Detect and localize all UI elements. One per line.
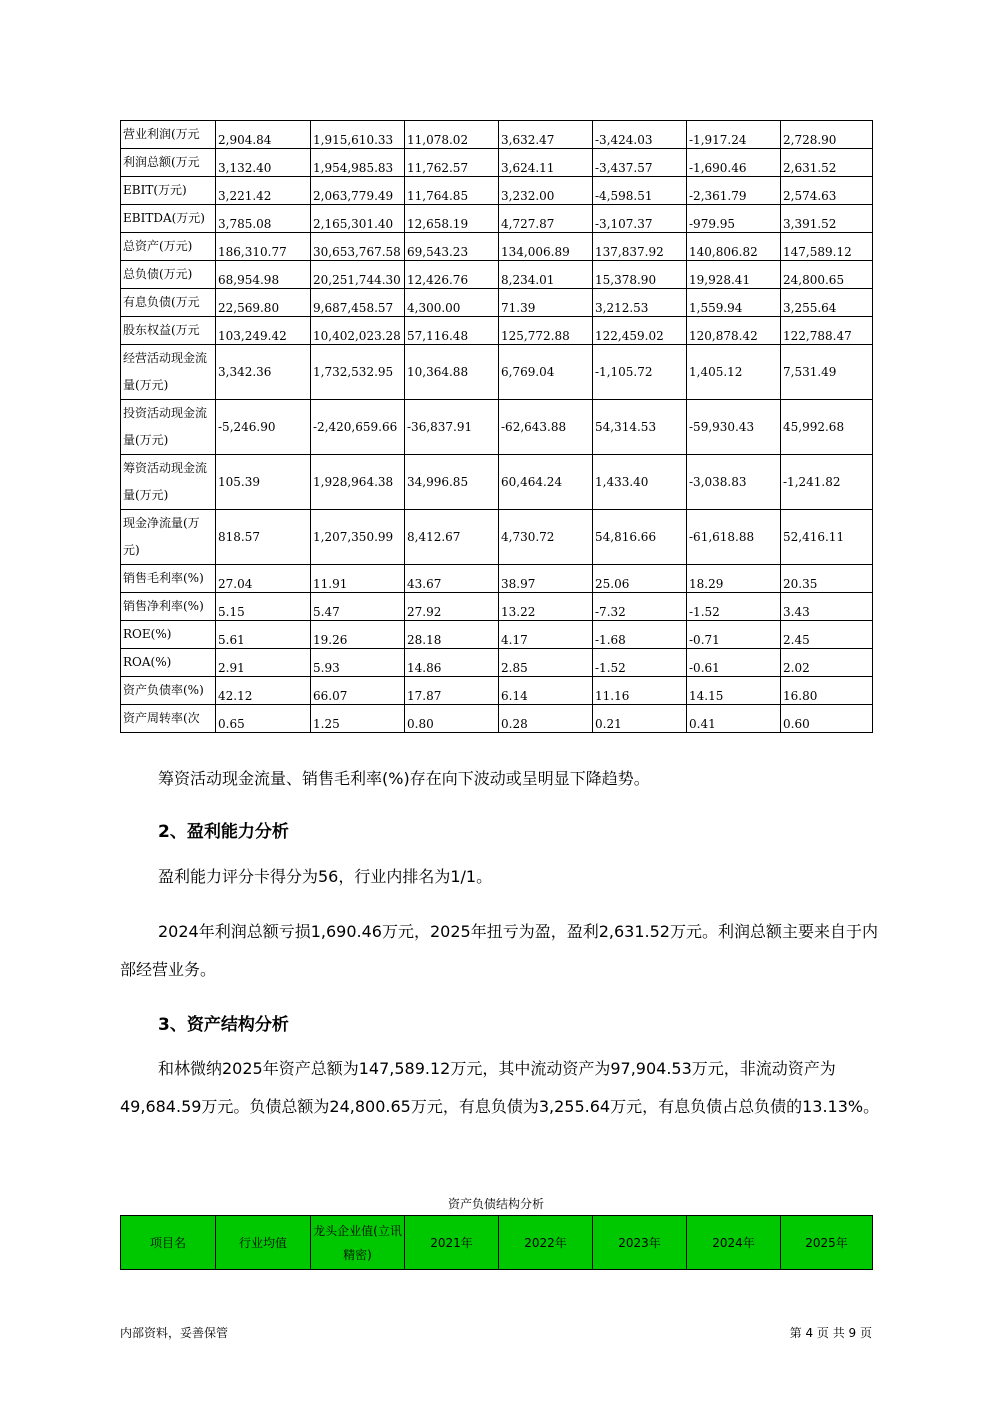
table-cell: -1.52	[593, 649, 687, 677]
table-cell: 137,837.92	[593, 233, 687, 261]
table-cell: 3,342.36	[216, 345, 311, 400]
row-label: 营业利润(万元	[121, 121, 216, 149]
footer-confidential: 内部资料，妥善保管	[120, 1326, 229, 1340]
table-cell: 3,785.08	[216, 205, 311, 233]
table-row	[121, 677, 873, 705]
table-cell: 103,249.42	[216, 317, 311, 345]
table-cell: 4.17	[499, 621, 593, 649]
row-label: 总负债(万元)	[121, 261, 216, 289]
table-cell: 27.92	[405, 593, 499, 621]
table-cell: 3,391.52	[781, 205, 873, 233]
table-cell: 186,310.77	[216, 233, 311, 261]
table-cell: 30,653,767.58	[311, 233, 405, 261]
footer-page-number: 第 4 页 共 9 页	[789, 1326, 872, 1340]
table-cell: 1,207,350.99	[311, 510, 405, 565]
table-cell: 16.80	[781, 677, 873, 705]
table-cell: 2.91	[216, 649, 311, 677]
table-cell: 60,464.24	[499, 455, 593, 510]
table-cell: 19.26	[311, 621, 405, 649]
table-row	[121, 705, 873, 733]
table-cell: 7,531.49	[781, 345, 873, 400]
table-row	[121, 205, 873, 233]
table-cell: 1,954,985.83	[311, 149, 405, 177]
table-row	[121, 455, 873, 510]
table-cell: 69,543.23	[405, 233, 499, 261]
table-cell: 52,416.11	[781, 510, 873, 565]
table-cell: 9,687,458.57	[311, 289, 405, 317]
table-cell: -3,038.83	[687, 455, 781, 510]
asset-structure-paragraph: 和林微纳2025年资产总额为147,589.12万元，其中流动资产为97,904.53万元，非流动资产为49,684.59万元。负债总额为24,800.65万元，有息负债为3,255.64万元，有息负债占总负债的13.13%。	[120, 1059, 880, 1116]
table-cell: 13.22	[499, 593, 593, 621]
header-cell: 龙头企业值(立讯精密)	[311, 1216, 405, 1270]
row-label: 资产负债率(%)	[121, 677, 216, 705]
header-cell: 2023年	[593, 1216, 687, 1270]
table-cell: 8,234.01	[499, 261, 593, 289]
table-cell: -3,424.03	[593, 121, 687, 149]
table-cell: 2,165,301.40	[311, 205, 405, 233]
table-cell: 11.91	[311, 565, 405, 593]
table-cell: -36,837.91	[405, 400, 499, 455]
table-cell: 25.06	[593, 565, 687, 593]
table-cell: 0.28	[499, 705, 593, 733]
table-cell: 818.57	[216, 510, 311, 565]
row-label: 有息负债(万元	[121, 289, 216, 317]
table-row	[121, 177, 873, 205]
table-cell: -1,917.24	[687, 121, 781, 149]
table-cell: 105.39	[216, 455, 311, 510]
section-heading-asset-structure: 3、资产结构分析	[158, 1015, 289, 1035]
table-cell: 0.80	[405, 705, 499, 733]
table-cell: 68,954.98	[216, 261, 311, 289]
table-cell: 12,426.76	[405, 261, 499, 289]
row-label: 股东权益(万元	[121, 317, 216, 345]
table-cell: 11,078.02	[405, 121, 499, 149]
table-cell: -62,643.88	[499, 400, 593, 455]
table-row	[121, 261, 873, 289]
table-cell: 20,251,744.30	[311, 261, 405, 289]
table-cell: 45,992.68	[781, 400, 873, 455]
table-cell: 147,589.12	[781, 233, 873, 261]
header-cell: 2024年	[687, 1216, 781, 1270]
table-header-row	[121, 1216, 873, 1270]
table-cell: 19,928.41	[687, 261, 781, 289]
table-cell: 38.97	[499, 565, 593, 593]
row-label: 筹资活动现金流量(万元)	[121, 455, 216, 510]
table-cell: 57,116.48	[405, 317, 499, 345]
table-cell: 28.18	[405, 621, 499, 649]
table-cell: 1,915,610.33	[311, 121, 405, 149]
table-cell: 3,255.64	[781, 289, 873, 317]
table-cell: 5.15	[216, 593, 311, 621]
table-row	[121, 510, 873, 565]
row-label: ROA(%)	[121, 649, 216, 677]
table-cell: 0.21	[593, 705, 687, 733]
table-cell: -2,361.79	[687, 177, 781, 205]
table-cell: 6.14	[499, 677, 593, 705]
table-cell: 120,878.42	[687, 317, 781, 345]
table-cell: 122,788.47	[781, 317, 873, 345]
table-cell: 18.29	[687, 565, 781, 593]
row-label: EBITDA(万元)	[121, 205, 216, 233]
table-cell: 8,412.67	[405, 510, 499, 565]
table-cell: 6,769.04	[499, 345, 593, 400]
row-label: 销售毛利率(%)	[121, 565, 216, 593]
table-cell: 2,728.90	[781, 121, 873, 149]
table-cell: -0.61	[687, 649, 781, 677]
table-cell: 134,006.89	[499, 233, 593, 261]
table-cell: 0.60	[781, 705, 873, 733]
table-cell: -3,107.37	[593, 205, 687, 233]
table-cell: -1,241.82	[781, 455, 873, 510]
row-label: 利润总额(万元	[121, 149, 216, 177]
table-cell: 1,559.94	[687, 289, 781, 317]
table-cell: 2.85	[499, 649, 593, 677]
header-cell: 行业均值	[216, 1216, 311, 1270]
table-cell: 3,232.00	[499, 177, 593, 205]
table-cell: 3.43	[781, 593, 873, 621]
header-cell: 2025年	[781, 1216, 873, 1270]
table-cell: 66.07	[311, 677, 405, 705]
row-label: 现金净流量(万元)	[121, 510, 216, 565]
row-label: 经营活动现金流量(万元)	[121, 345, 216, 400]
table-cell: 11,762.57	[405, 149, 499, 177]
row-label: 总资产(万元)	[121, 233, 216, 261]
table-row	[121, 400, 873, 455]
table-cell: 15,378.90	[593, 261, 687, 289]
table-cell: -979.95	[687, 205, 781, 233]
table-row	[121, 593, 873, 621]
table-cell: -59,930.43	[687, 400, 781, 455]
profit-paragraph: 2024年利润总额亏损1,690.46万元，2025年扭亏为盈，盈利2,631.52万元。利润总额主要来自于内部经营业务。	[120, 922, 878, 979]
table-caption: 资产负债结构分析	[447, 1197, 544, 1211]
table-cell: 11,764.85	[405, 177, 499, 205]
table-cell: 3,624.11	[499, 149, 593, 177]
table-cell: 125,772.88	[499, 317, 593, 345]
table-row	[121, 649, 873, 677]
table-cell: 2,904.84	[216, 121, 311, 149]
table-cell: 27.04	[216, 565, 311, 593]
financial-indicators-table	[120, 120, 873, 733]
row-label: EBIT(万元)	[121, 177, 216, 205]
table-cell: 4,727.87	[499, 205, 593, 233]
table-cell: 42.12	[216, 677, 311, 705]
table-cell: -0.71	[687, 621, 781, 649]
table-row	[121, 121, 873, 149]
table-cell: 5.47	[311, 593, 405, 621]
row-label: 投资活动现金流量(万元)	[121, 400, 216, 455]
table-cell: 1,433.40	[593, 455, 687, 510]
table-cell: 1,928,964.38	[311, 455, 405, 510]
section-heading-profitability: 2、盈利能力分析	[158, 822, 289, 842]
table-cell: 0.41	[687, 705, 781, 733]
table-cell: 122,459.02	[593, 317, 687, 345]
table-cell: 24,800.65	[781, 261, 873, 289]
header-cell: 2021年	[405, 1216, 499, 1270]
table-cell: 5.61	[216, 621, 311, 649]
table-cell: -7.32	[593, 593, 687, 621]
table-row	[121, 565, 873, 593]
table-cell: 2,631.52	[781, 149, 873, 177]
table-cell: -1.68	[593, 621, 687, 649]
table-row	[121, 149, 873, 177]
table-cell: 3,632.47	[499, 121, 593, 149]
table-cell: -5,246.90	[216, 400, 311, 455]
table-cell: 3,132.40	[216, 149, 311, 177]
table-row	[121, 317, 873, 345]
table-cell: 4,730.72	[499, 510, 593, 565]
table-cell: 5.93	[311, 649, 405, 677]
table-cell: -4,598.51	[593, 177, 687, 205]
table-cell: 12,658.19	[405, 205, 499, 233]
table-cell: 54,816.66	[593, 510, 687, 565]
table-cell: 11.16	[593, 677, 687, 705]
table-cell: -1,105.72	[593, 345, 687, 400]
table-cell: 43.67	[405, 565, 499, 593]
table-cell: -2,420,659.66	[311, 400, 405, 455]
table-row	[121, 289, 873, 317]
table-cell: 2,574.63	[781, 177, 873, 205]
table-cell: 2.45	[781, 621, 873, 649]
table-cell: 1,405.12	[687, 345, 781, 400]
balance-structure-table	[120, 1215, 873, 1270]
table-cell: 20.35	[781, 565, 873, 593]
table-cell: 54,314.53	[593, 400, 687, 455]
table-cell: -61,618.88	[687, 510, 781, 565]
table-cell: 4,300.00	[405, 289, 499, 317]
row-label: 资产周转率(次	[121, 705, 216, 733]
table-cell: 34,996.85	[405, 455, 499, 510]
table-cell: 17.87	[405, 677, 499, 705]
table-cell: 71.39	[499, 289, 593, 317]
table-cell: 10,402,023.28	[311, 317, 405, 345]
header-cell: 2022年	[499, 1216, 593, 1270]
table-cell: -3,437.57	[593, 149, 687, 177]
header-cell: 项目名	[121, 1216, 216, 1270]
table-cell: 3,221.42	[216, 177, 311, 205]
row-label: 销售净利率(%)	[121, 593, 216, 621]
table-cell: 140,806.82	[687, 233, 781, 261]
profitability-score-paragraph: 盈利能力评分卡得分为56，行业内排名为1/1。	[158, 867, 493, 886]
table-cell: 1.25	[311, 705, 405, 733]
table-cell: 0.65	[216, 705, 311, 733]
table-cell: 3,212.53	[593, 289, 687, 317]
row-label: ROE(%)	[121, 621, 216, 649]
table-row	[121, 345, 873, 400]
table-cell: 2.02	[781, 649, 873, 677]
table-row	[121, 233, 873, 261]
table-cell: 2,063,779.49	[311, 177, 405, 205]
table-cell: 10,364.88	[405, 345, 499, 400]
table-cell: 1,732,532.95	[311, 345, 405, 400]
table-cell: 22,569.80	[216, 289, 311, 317]
table-row	[121, 621, 873, 649]
table-cell: 14.15	[687, 677, 781, 705]
trend-paragraph: 筹资活动现金流量、销售毛利率(%)存在向下波动或呈明显下降趋势。	[158, 769, 650, 788]
table-cell: -1.52	[687, 593, 781, 621]
table-cell: -1,690.46	[687, 149, 781, 177]
table-cell: 14.86	[405, 649, 499, 677]
